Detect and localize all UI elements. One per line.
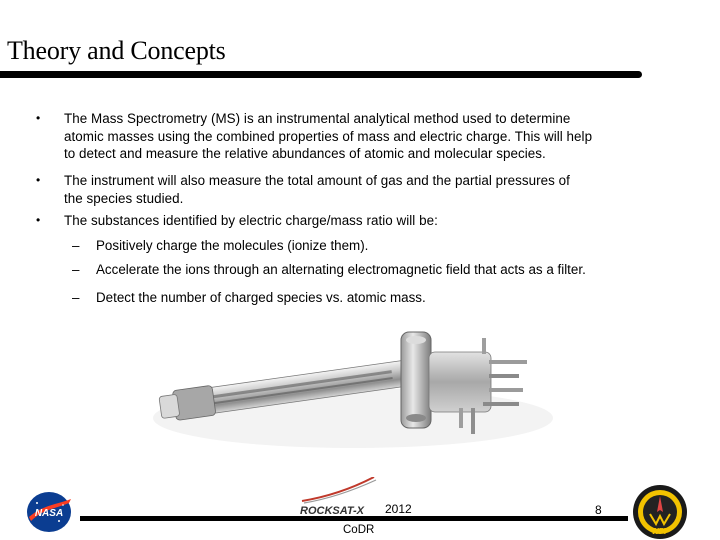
sub-bullet-item: Accelerate the ions through an alternating electromagnetic field that acts as a filter.: [96, 262, 586, 277]
sub-bullet-item: Detect the number of charged species vs. atomic mass.: [96, 290, 426, 305]
review-label: CoDR: [343, 524, 375, 536]
mass-spectrometer-image: [153, 318, 563, 448]
slide-title: Theory and Concepts: [7, 36, 226, 65]
sub-bullet-marker: –: [72, 238, 80, 253]
sub-bullet-marker: –: [72, 290, 80, 305]
bullet-line: The instrument will also measure the total amount of gas and the partial pressures of: [64, 173, 570, 188]
bullet-marker: •: [36, 111, 41, 125]
wff-logo-text: WFF: [651, 527, 669, 536]
bullet-marker: •: [36, 213, 41, 227]
page-number: 8: [595, 503, 602, 517]
bullet-line: The Mass Spectrometry (MS) is an instrumental analytical method used to determine: [64, 111, 571, 126]
nasa-logo: [25, 491, 73, 533]
rocksat-logo-text: ROCKSAT-X: [300, 505, 364, 517]
bullet-item: [64, 110, 638, 163]
bullet-marker: •: [36, 173, 41, 187]
sub-bullet-marker: –: [72, 262, 80, 277]
rocksat-logo: [296, 477, 386, 517]
sub-bullet-item: Positively charge the molecules (ionize them).: [96, 238, 369, 253]
wff-logo: [632, 484, 688, 540]
title-underline: [0, 71, 642, 78]
bullet-line: the species studied.: [64, 190, 184, 206]
footer-year: 2012: [385, 502, 412, 516]
bullet-line: atomic masses using the combined properties of mass and electric charge. This will help: [64, 128, 593, 144]
bullet-line: The substances identified by electric charge/mass ratio will be:: [64, 213, 438, 228]
bullet-item: [64, 212, 638, 230]
bullet-item: [64, 172, 638, 207]
bullet-line: to detect and measure the relative abundances of atomic and molecular species.: [64, 146, 546, 161]
nasa-logo-text: NASA: [34, 508, 64, 519]
